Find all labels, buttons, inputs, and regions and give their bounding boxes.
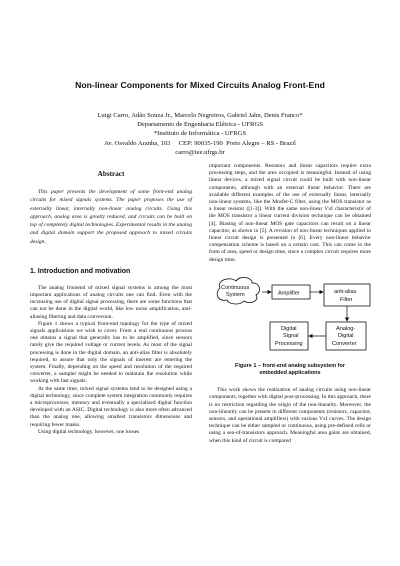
continuous-system-node <box>217 277 259 304</box>
right-column <box>209 163 371 445</box>
node-label: Amplifier <box>278 290 300 297</box>
adc-node <box>326 322 366 350</box>
node-label: System <box>226 291 245 298</box>
amplifier-node <box>272 285 310 299</box>
authors: Luigi Carro, Adão Souza Jr., Marcelo Negreiros, Gabriel Jahn, Denis Franco* <box>97 112 303 119</box>
paragraph: This work shows the realization of analog circuits using non-linear components, together with digital post-processing. In this approach, there is no restriction regarding the origin of the non-linearity. Moreover, the non-linearity can be present in different components (resistors, capacitor, sensors, and operational amplifiers) with various VxI curves. The design technique can be either sampled or continuous, using pre-defined cells or using a sea-of-transistors approach. Meaningful area gains are obtained, when this kind of circuit is compared <box>209 387 371 444</box>
email: carro@iee.ufrgs.br <box>175 148 225 156</box>
paragraph: Using digital technology, however, one looses <box>38 428 140 435</box>
node-label: Analog- <box>336 325 356 332</box>
caption-line: embedded applications <box>259 370 321 377</box>
abstract-text: This paper presents the development of some front-end analog circuits for mixed signals systems. The paper proposes the use of externally linear, internally non-linear analog circuits. Using this approach, analog area is greatly reduced, and circuits can be built on top of completely digital technologies. Experimental results in the analog and digital domain support the proposed approach to mixed circuits design. <box>30 189 192 245</box>
node-label: Processing <box>275 340 303 347</box>
figure-caption <box>209 363 371 377</box>
node-label: Continuous <box>221 284 250 291</box>
antialias-filter-node <box>324 284 370 306</box>
block-diagram <box>206 274 376 360</box>
figure-1-diagram <box>206 274 376 360</box>
node-label: Signal <box>283 332 299 339</box>
node-label: anti-alias <box>334 288 357 295</box>
address: Av. Osvaldo Aranha, 103 CEP: 90035-190 Porto Alegre – RS - Brazil <box>104 139 296 147</box>
paper-title: Non-linear Components for Mixed Circuits Analog Front-End <box>75 80 325 90</box>
paragraph: The analog frontend of mixed signal systems is among the most important applications of analog circuits one can find. Even with the increasing use of digital signal processing, there are some functions that can not be done in the digital world, like low noise amplification, anti-aliasing filtering and data conversion. <box>30 284 192 320</box>
paragraph: important components. Resistors and linear capacitors require extra processing steps, and the area occupied is meaningful. Instead of using linear devices, a mixed signal circuit could be built with non-linear components, although with an external linear behavior. There are available different examples of the use of externally linear, internally non-linear systems, like the Mosfet-C filter, using the MOS transistor as a linear resistor ([1-3]). With the same non-linear VxI characteristic of the MOS transistor a linear current division technique can be obtained [4]. Biasing of non-linear MOS gate capacitors can result on a linear capacitor, as shown in [5]. A revision of non-linear techniques applied to linear circuit design is presented in [6]. Every non-linear behavior compensation scheme is based on a certain cost. This can come in the form of area, speed or design time, since a complex circuit requires more design time. <box>209 163 371 263</box>
node-label: Digital <box>281 325 297 332</box>
node-label: Filter <box>340 296 353 303</box>
node-label: Digital <box>338 332 354 339</box>
affiliation-2: *Instituto de Informática - UFRGS <box>153 130 247 138</box>
affiliation-1: Departamento de Engenharia Elétrica - UFRGS <box>137 121 263 129</box>
left-column <box>30 170 192 436</box>
paragraph: At the same time, mixed signal systems tend to be designed using a digital technology, since complete system integration commonly requires a microprocessor, memory and eventually a specialized digital function developed with an ASIC. Digital technology is also more often advanced than the analog one, allowing smallest transistors dimensions and requiring fewer masks. <box>30 385 192 428</box>
abstract-heading: Abstract <box>97 170 125 178</box>
section-heading: 1. Introduction and motivation <box>30 267 131 275</box>
node-label: Converter <box>332 340 357 347</box>
author-block <box>0 111 400 157</box>
caption-line: Figure 1 – front-end analog subsystem for <box>234 362 346 369</box>
dsp-node <box>270 322 308 350</box>
paragraph: Figure 1 shows a typical front-end topology for the type of mixed signals applications we wish to cover. From a real continuous process one obtains a signal that generally has to be amplified, since sensors rarely give the required voltage or current levels. As most of the signal processing is done in the digital domain, an anti-alias filter is absolutely required, to assure that only the signals of interest are entering the system. Finally, depending on the speed and resolution of the required converter, a sampler might be needed to maintain the resolution while working with fast signals. <box>30 320 192 385</box>
